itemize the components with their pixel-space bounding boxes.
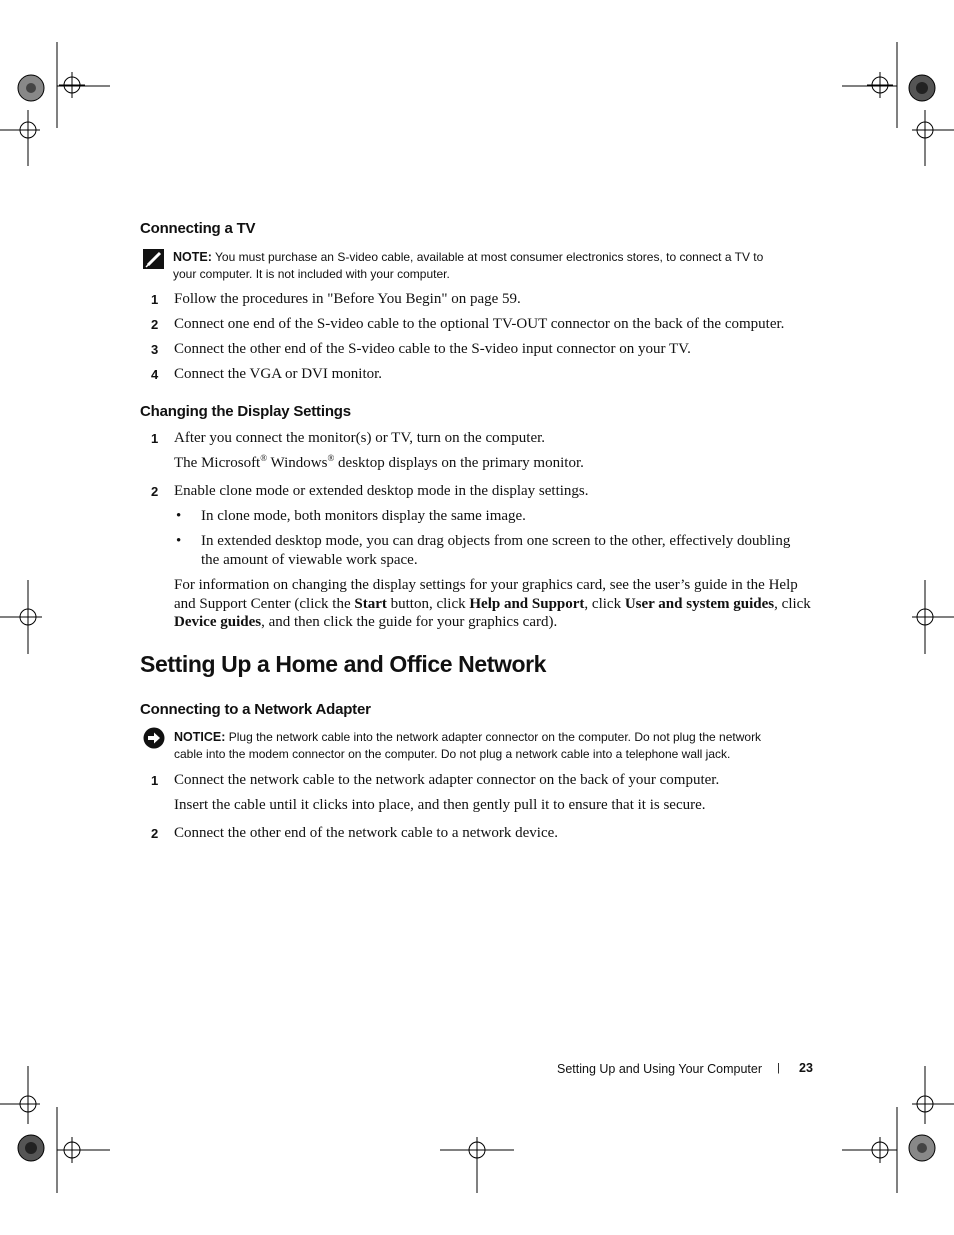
step-number: 2 <box>151 826 159 841</box>
page-number: 23 <box>799 1061 813 1075</box>
page-title: Setting Up a Home and Office Network <box>140 651 547 677</box>
step-number: 2 <box>151 317 159 332</box>
text-fragment: and Support Center (click the <box>174 595 355 612</box>
step-text: After you connect the monitor(s) or TV, turn on the computer. <box>174 430 546 446</box>
notice-line-1: Plug the network cable into the network adapter connector on the computer. Do not plug the network <box>228 730 762 744</box>
ui-term-help-support: Help and Support <box>469 595 585 612</box>
text-fragment: button, click <box>386 595 470 612</box>
text-fragment: desktop displays on the primary monitor. <box>334 455 584 471</box>
step-text: Connect the other end of the S-video cable to the S-video input connector on your TV. <box>174 341 691 357</box>
note-label: NOTE: <box>173 250 212 264</box>
text-fragment: , click <box>584 595 625 612</box>
step-text: Enable clone mode or extended desktop mode in the display settings. <box>174 483 589 499</box>
step-text: Connect the network cable to the network adapter connector on the back of your computer. <box>174 772 720 788</box>
bullet-text: In clone mode, both monitors display the same image. <box>201 508 526 524</box>
footer-chapter: Setting Up and Using Your Computer <box>557 1062 762 1076</box>
text-fragment: , click <box>774 595 811 612</box>
step-text: Follow the procedures in "Before You Begin" on page 59. <box>174 291 521 307</box>
section-heading-connecting-tv: Connecting a TV <box>140 220 256 237</box>
step-number: 4 <box>151 367 159 382</box>
text-fragment: Windows <box>267 455 328 471</box>
step-number: 2 <box>151 484 159 499</box>
step-number: 1 <box>151 431 159 446</box>
step-number: 1 <box>151 773 159 788</box>
bullet-line: In extended desktop mode, you can drag objects from one screen to the other, effectively doubling <box>201 533 791 549</box>
ui-term-start: Start <box>354 595 387 612</box>
ui-term-user-guides: User and system guides <box>624 595 775 612</box>
text-fragment: , and then click the guide for your graphics card). <box>261 614 558 630</box>
step-subtext <box>174 454 584 473</box>
bullet-dot: • <box>176 533 182 549</box>
info-line <box>174 613 811 632</box>
step-number: 3 <box>151 342 159 357</box>
step-text: Connect the other end of the network cable to a network device. <box>174 825 559 841</box>
note-pencil-icon <box>143 249 164 269</box>
registered-mark: ® <box>260 453 268 463</box>
footer-separator: | <box>777 1062 780 1074</box>
section-heading-network-adapter: Connecting to a Network Adapter <box>140 701 371 718</box>
note-text <box>173 249 833 283</box>
notice-line-2: cable into the modem connector on the computer. Do not plug a network cable into a telephone wall jack. <box>174 747 731 761</box>
text-fragment: The Microsoft <box>174 455 261 471</box>
note-line-1: You must purchase an S-video cable, available at most consumer electronics stores, to connect a TV to <box>215 250 764 264</box>
notice-label: NOTICE: <box>174 730 226 744</box>
info-paragraph <box>174 576 811 632</box>
bullet-text <box>201 532 790 569</box>
notice-text <box>174 729 834 763</box>
section-heading-display-settings: Changing the Display Settings <box>140 403 351 420</box>
info-line <box>174 595 811 614</box>
step-subtext: Insert the cable until it clicks into place, and then gently pull it to ensure that it is secure. <box>174 797 706 813</box>
bullet-dot: • <box>176 508 182 524</box>
bullet-line: the amount of viewable work space. <box>201 551 418 568</box>
ui-term-device-guides: Device guides <box>174 614 262 630</box>
step-text: Connect one end of the S-video cable to the optional TV-OUT connector on the back of the computer. <box>174 316 785 332</box>
info-line: For information on changing the display settings for your graphics card, see the user’s guide in the Help <box>174 577 798 593</box>
step-number: 1 <box>151 292 159 307</box>
note-line-2: your computer. It is not included with your computer. <box>173 267 450 281</box>
registered-mark: ® <box>327 453 335 463</box>
notice-arrow-icon <box>143 727 165 749</box>
step-text: Connect the VGA or DVI monitor. <box>174 366 383 382</box>
